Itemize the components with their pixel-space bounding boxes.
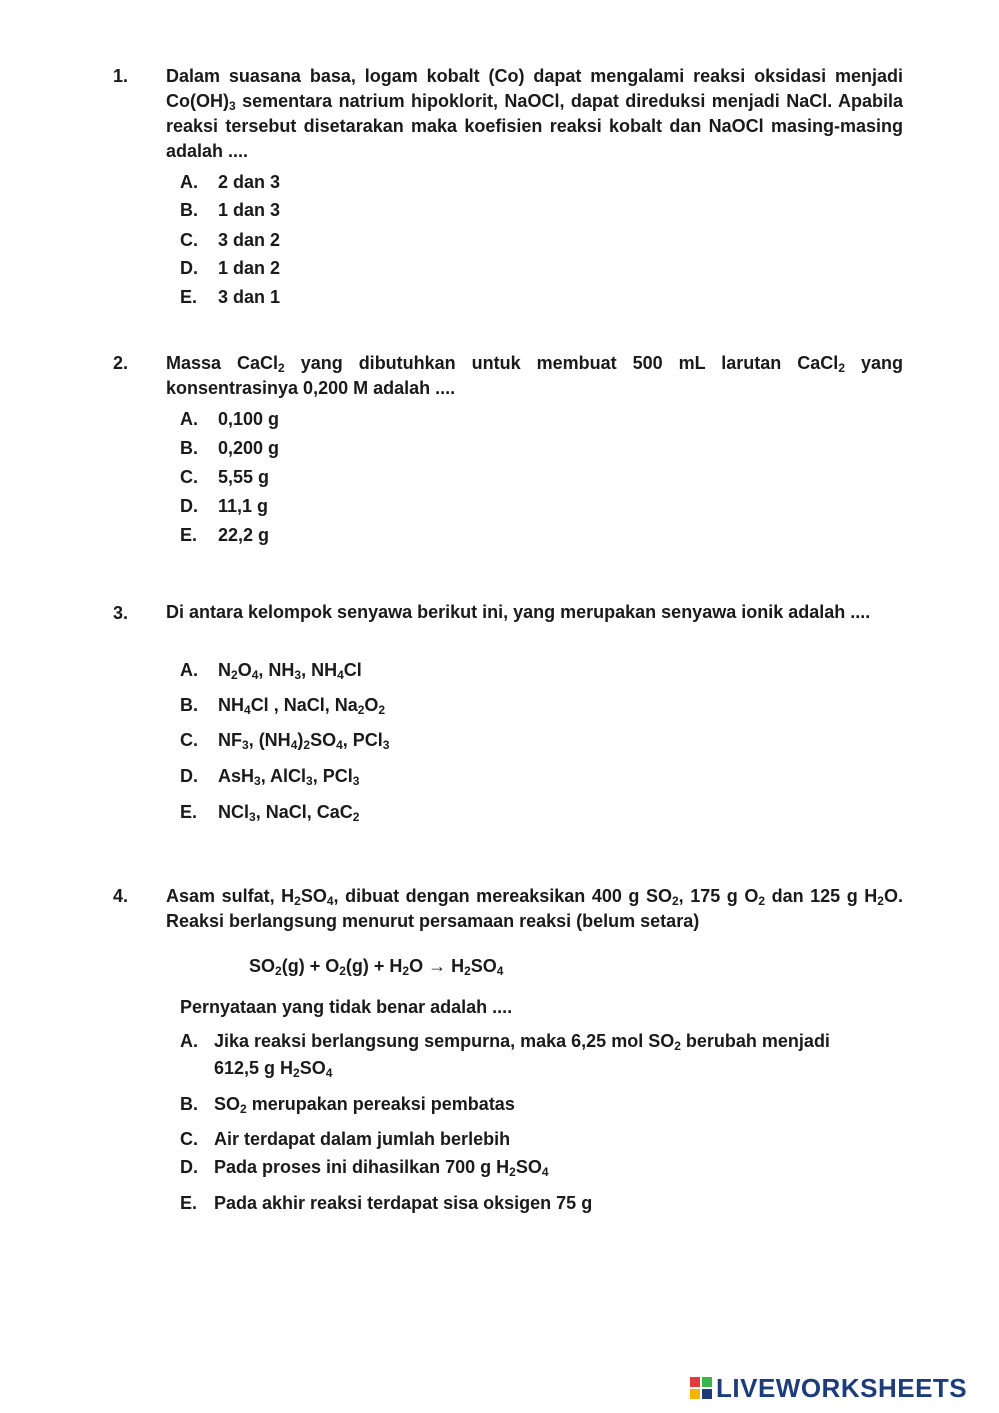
option-b[interactable]: B. 1 dan 3 [180,200,281,220]
reaction-equation: $SO_2(g) + O_2(g) + H_2O \to H_2SO_4$ [249,956,504,978]
option-c[interactable]: C. $NF_3$, $(NH_4)_2SO_4$, PCl$_3$ [180,730,390,752]
option-a-continued: 612,5 g $H_2SO_4$ [214,1058,333,1080]
question-number: 4. [113,886,129,906]
option-b[interactable]: B. $SO_2$ merupakan pereaksi pembatas [180,1094,515,1116]
liveworksheets-logo[interactable] [690,1373,967,1403]
option-d[interactable]: D. 1 dan 2 [180,258,281,278]
option-d[interactable]: D. Pada proses ini dihasilkan 700 g $H_2SO_4$ [180,1157,549,1179]
option-e[interactable]: E. 22,2 g [180,525,270,545]
option-a[interactable]: A. 0,100 g [180,409,280,429]
question-statement: Pernyataan yang tidak benar adalah .... [180,997,513,1017]
option-a[interactable]: A. $N_2O_4$, $NH_3$, $NH_4Cl$ [180,660,362,682]
option-c[interactable]: C. Air terdapat dalam jumlah berlebih [180,1129,511,1149]
question-text: Di antara kelompok senyawa berikut ini, yang merupakan senyawa ionik adalah .... [166,602,871,622]
question-text: Asam sulfat, $H_2SO_4$, dibuat dengan mereaksikan 400 g $SO_2$, 175 g $O_2$ dan 125 g $H_2O$. Reaksi berlangsung menurut persamaan reaksi (belum setara) [166,886,903,931]
question-text: Dalam suasana basa, logam kobalt (Co) dapat mengalami reaksi oksidasi menjadi $Co(OH)_3$ sementara natrium hipoklorit, NaOCl, dapat direduksi menjadi NaCl. Apabila reaksi tersebut disetarakan maka koefisien reaksi kobalt dan NaOCl masing-masing adalah .... [166,66,903,161]
option-a[interactable]: A. 2 dan 3 [180,172,281,192]
option-e[interactable]: E. NCl$_3$, NaCl, CaC$_2$ [180,802,360,824]
option-e[interactable]: E. Pada akhir reaksi terdapat sisa oksigen 75 g [180,1193,593,1213]
liveworksheets-logo-icon [690,1377,712,1399]
question-text: Massa CaCl$_2$ yang dibutuhkan untuk membuat 500 mL larutan CaCl$_2$ yang konsentrasinya 0,200 M adalah .... [166,353,903,398]
option-d[interactable]: D. AsH$_3$, AlCl$_3$, PCl$_3$ [180,766,360,788]
option-d[interactable]: D. 11,1 g [180,496,269,516]
question-number: 1. [113,66,129,86]
option-e[interactable]: E. 3 dan 1 [180,287,281,307]
question-number: 3. [113,603,129,623]
question-number: 2. [113,353,129,373]
option-c[interactable]: C. 3 dan 2 [180,230,281,250]
option-b[interactable]: B. $NH_4Cl$ , NaCl, $Na_2O_2$ [180,695,386,717]
option-a[interactable]: A. Jika reaksi berlangsung sempurna, maka 6,25 mol $SO_2$ berubah menjadi [180,1031,830,1053]
option-c[interactable]: C. 5,55 g [180,467,270,487]
option-b[interactable]: B. 0,200 g [180,438,280,458]
liveworksheets-logo-text: LIVEWORKSHEETS [716,1372,968,1403]
